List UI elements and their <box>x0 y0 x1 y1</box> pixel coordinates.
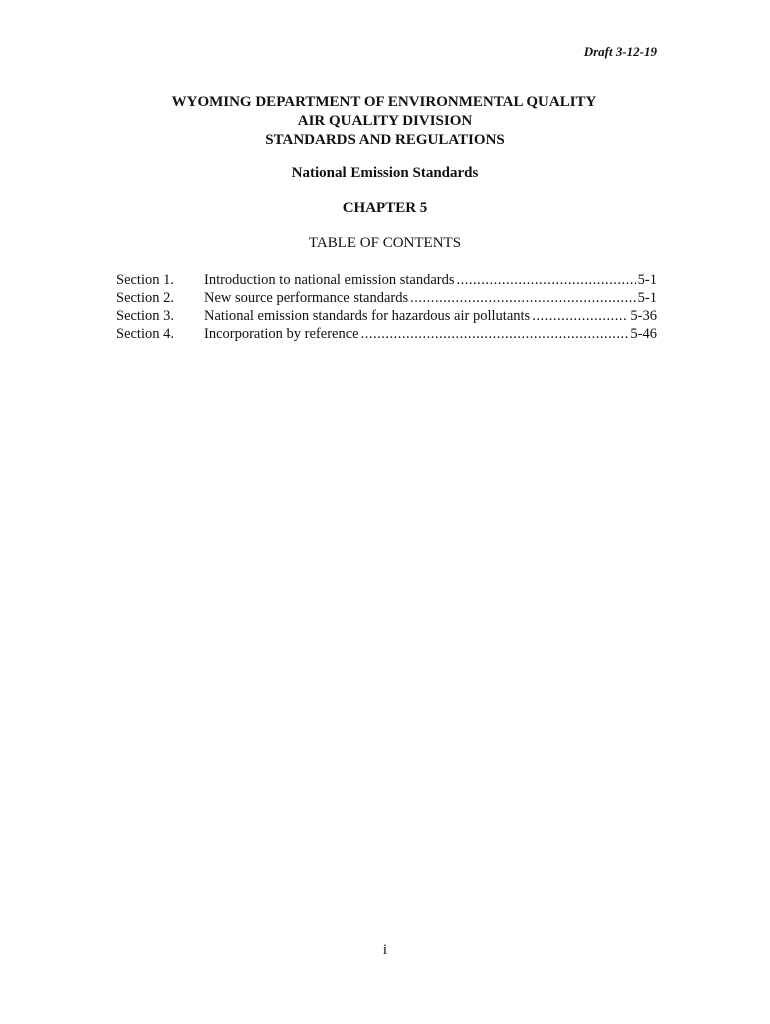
toc-section-number: Section 1. <box>116 272 174 288</box>
document-heading <box>0 93 770 150</box>
toc-entry-title: New source performance standards <box>204 290 409 306</box>
table-of-contents <box>116 271 657 343</box>
agency-name: WYOMING DEPARTMENT OF ENVIRONMENTAL QUALITY <box>171 94 597 110</box>
dot-leader <box>361 325 629 343</box>
page-number: i <box>382 942 388 958</box>
dot-leader <box>532 307 628 325</box>
toc-entry[interactable] <box>116 289 657 307</box>
dot-leader <box>410 289 636 307</box>
toc-section-number: Section 4. <box>116 326 174 342</box>
toc-title: TABLE OF CONTENTS <box>308 235 462 251</box>
toc-page-number: 5-1 <box>637 290 657 306</box>
toc-page-number: 5-1 <box>637 272 657 288</box>
toc-section-number: Section 3. <box>116 308 174 324</box>
toc-entry[interactable] <box>116 307 657 325</box>
toc-entry-title: Incorporation by reference <box>204 326 359 342</box>
toc-section-number: Section 2. <box>116 290 174 306</box>
toc-entry-title: Introduction to national emission standards <box>204 272 455 288</box>
draft-date-label: Draft 3-12-19 <box>583 44 657 59</box>
chapter-title: CHAPTER 5 <box>342 200 428 216</box>
document-subtitle: National Emission Standards <box>291 165 479 181</box>
toc-page-number: 5-36 <box>630 308 657 324</box>
toc-page-number: 5-46 <box>630 326 657 342</box>
division-name: AIR QUALITY DIVISION <box>297 113 473 129</box>
dot-leader <box>457 271 636 289</box>
toc-entry-title: National emission standards for hazardous air pollutants <box>204 308 531 324</box>
toc-entry[interactable] <box>116 271 657 289</box>
toc-entry[interactable] <box>116 325 657 343</box>
document-type: STANDARDS AND REGULATIONS <box>265 132 505 148</box>
